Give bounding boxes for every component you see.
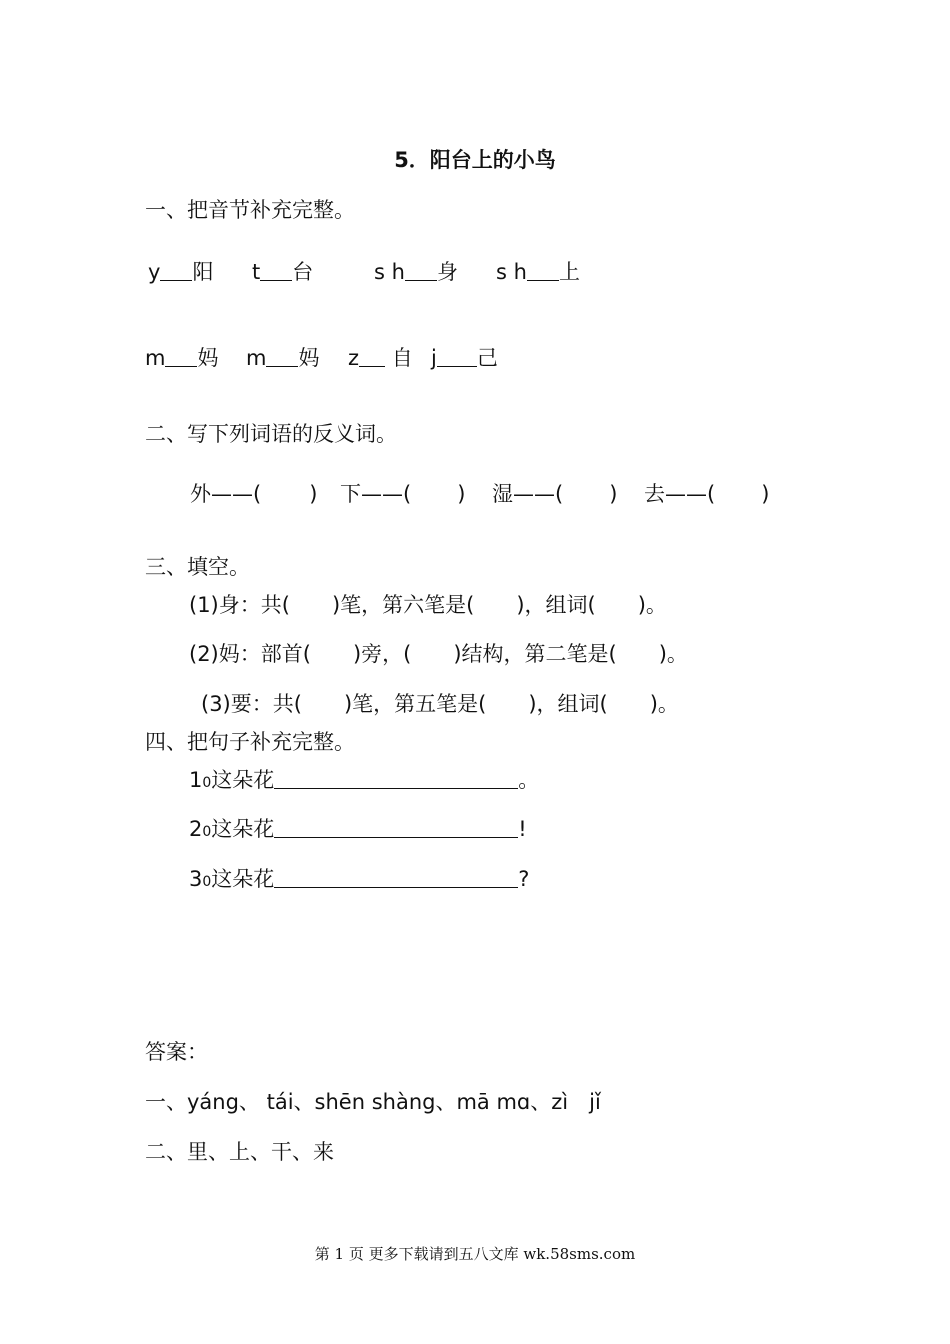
char: 身: [436, 260, 458, 284]
pinyin-item: [246, 344, 319, 372]
antonym-item: 湿——( ): [492, 482, 618, 506]
item-dot: 0: [202, 824, 212, 840]
initial: y: [148, 260, 161, 284]
antonym-item: 去——( ): [644, 482, 770, 506]
initial: z: [348, 346, 360, 370]
blank-line: [405, 260, 437, 281]
sentence-end: 。: [518, 768, 540, 792]
item-dot: 0: [202, 775, 212, 791]
answers-heading: 答案：: [145, 1040, 208, 1064]
initial: t: [252, 260, 261, 284]
sentence-start: 这朵花: [211, 768, 275, 792]
section4-heading: 四、把句子补充完整。: [145, 730, 355, 754]
initial: s h: [374, 260, 405, 284]
section2-heading: 二、写下列词语的反义词。: [145, 422, 397, 446]
initial: m: [145, 346, 166, 370]
answer-line: [274, 768, 518, 789]
initial: s h: [496, 260, 527, 284]
char: 妈: [197, 346, 219, 370]
blank-line: [266, 346, 298, 367]
pinyin-item: [252, 258, 313, 286]
blank-line: [437, 346, 477, 367]
answer-2: 二、里、上、干、来: [145, 1140, 334, 1164]
pinyin-item: [145, 344, 218, 372]
initial: m: [246, 346, 267, 370]
pinyin-item: [431, 344, 498, 372]
blank-line: [165, 346, 197, 367]
answer-line: [274, 867, 518, 888]
initial: j: [431, 346, 437, 370]
fill-question-2: (2)妈：部首( )旁，( )结构，第二笔是( )。: [189, 642, 688, 666]
sentence-end: ?: [518, 867, 530, 891]
sentence-start: 这朵花: [211, 867, 275, 891]
char: 上: [558, 260, 580, 284]
section1-heading: 一、把音节补充完整。: [145, 198, 355, 222]
blank-line: [527, 260, 559, 281]
blank-line: [359, 346, 385, 367]
page-title: 5．阳台上的小鸟: [394, 148, 556, 172]
fill-question-1: (1)身：共( )笔，第六笔是( )，组词( )。: [189, 593, 667, 617]
blank-line: [260, 260, 292, 281]
sentence-end: !: [518, 817, 527, 841]
section3-heading: 三、填空。: [145, 555, 250, 579]
pinyin-item: [148, 258, 213, 286]
page-footer: 第 1 页 更多下载请到五八文库 wk.58sms.com: [314, 1245, 636, 1263]
char: 阳: [192, 260, 214, 284]
char: 妈: [298, 346, 320, 370]
sentence-item-2: [189, 815, 527, 846]
item-number: 2: [189, 817, 203, 841]
blank-line: [160, 260, 192, 281]
antonym-item: 外——( ): [190, 482, 318, 506]
antonym-item: 下——( ): [340, 482, 466, 506]
item-number: 1: [189, 768, 203, 792]
sentence-item-3: [189, 865, 529, 896]
char: 己: [476, 346, 498, 370]
pinyin-item: [374, 258, 458, 286]
char: 台: [292, 260, 314, 284]
sentence-item-1: [189, 766, 539, 797]
answer-line: [274, 817, 518, 838]
fill-question-3: (3)要：共( )笔，第五笔是( )，组词( )。: [201, 692, 679, 716]
item-dot: 0: [202, 874, 212, 890]
sentence-start: 这朵花: [211, 817, 275, 841]
pinyin-item: [496, 258, 580, 286]
pinyin-item: [348, 344, 413, 372]
answer-1: 一、yáng、 tái、shēn shàng、mā mɑ、zì jǐ: [145, 1090, 601, 1114]
item-number: 3: [189, 867, 203, 891]
char: 自: [391, 346, 413, 370]
